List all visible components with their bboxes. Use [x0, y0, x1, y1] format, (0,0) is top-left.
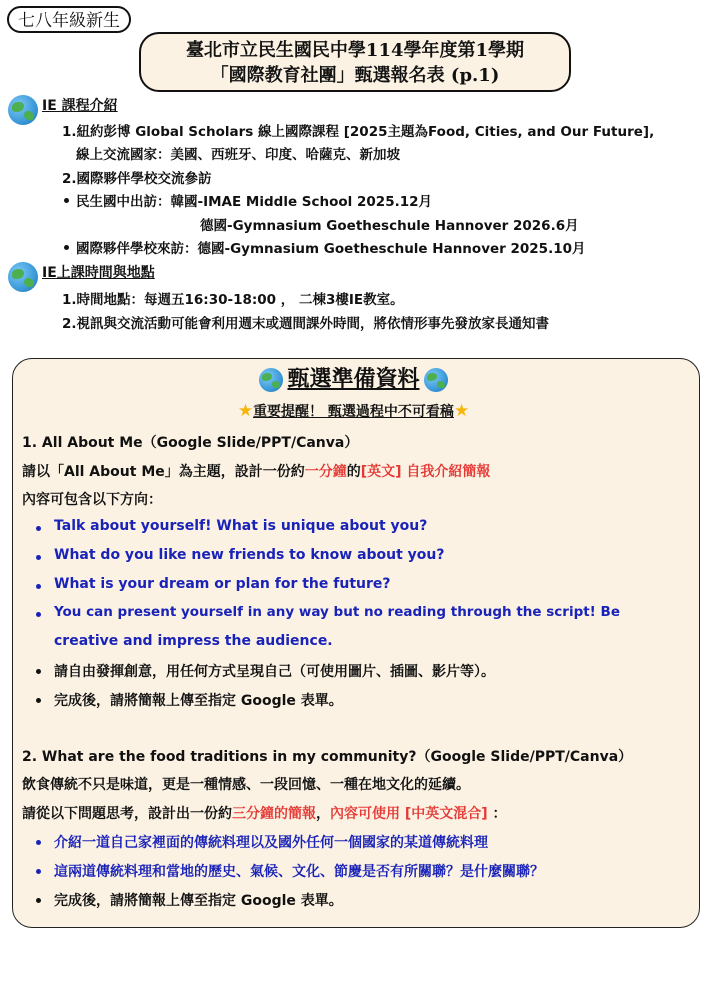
bullet	[36, 612, 41, 617]
task2-heading: 2. What are the food traditions in my community?（Google Slide/PPT/Canva）	[22, 749, 633, 765]
globe-icon	[8, 95, 38, 125]
bullet	[36, 840, 41, 845]
task2-line-1: 飲食傳統不只是味道，更是一種情感、一段回憶、一種在地文化的延續。	[22, 777, 470, 793]
task2-line-2	[22, 803, 507, 823]
bullet	[36, 669, 41, 674]
task1-direction: 內容可包含以下方向：	[22, 492, 162, 508]
star-icon: ★	[453, 401, 470, 421]
warning-text: 重要提醒！ 甄選過程中不可看稿	[253, 404, 454, 420]
task1-note-1: 請自由發揮創意，用任何方式呈現自己（可使用圖片、插圖、影片等）。	[54, 664, 495, 680]
globe-icon	[259, 368, 283, 392]
task1-note-2: 完成後，請將簡報上傳至指定 Google 表單。	[54, 693, 343, 709]
bullet	[36, 698, 41, 703]
task2-question-2: 這兩道傳統料理和當地的歷史、氣候、文化、節慶是否有所關聯？是什麼關聯？	[54, 864, 544, 880]
prep-title	[0, 362, 707, 393]
section-heading-ie-time-place: IE上課時間與地點	[42, 265, 155, 281]
course-item-1-line-1: 1.紐約彭博 Global Scholars 線上國際課程 [2025主題為Food, Cities, and Our Future],	[62, 124, 655, 140]
task2-line-2-text: 請從以下問題思考，設計出一份約	[22, 806, 232, 822]
task1-intro-text: 請以「All About Me」為主題，設計一份約	[22, 464, 305, 480]
prompt-3: What is your dream or plan for the future?	[54, 576, 391, 592]
title-line-2: 「國際教育社團」甄選報名表 (p.1)	[210, 65, 500, 86]
warning	[0, 401, 707, 421]
prompt-4-line-2: creative and impress the audience.	[54, 633, 333, 649]
prompt-4-line-1: You can present yourself in any way but no reading through the script! Be	[54, 604, 620, 620]
globe-icon	[424, 368, 448, 392]
prep-title-text: 甄選準備資料	[287, 366, 420, 392]
task1-format: [英文] 自我介紹簡報	[360, 464, 491, 480]
time-place-item-1: 1.時間地點：每週五16:30-18:00 ， 二棟3樓IE教室。	[62, 292, 404, 308]
title-line-1: 臺北市立民生國民中學114學年度第1學期	[185, 40, 525, 61]
bullet	[64, 198, 69, 203]
title-box	[139, 32, 571, 92]
bullet	[36, 584, 41, 589]
section-heading-ie-course: IE 課程介紹	[42, 98, 118, 114]
visit-in: 國際夥伴學校來訪：德國-Gymnasium Goetheschule Hannover 2025.10月	[76, 241, 586, 257]
task2-line-2-comma: ，	[316, 806, 330, 822]
bullet	[36, 898, 41, 903]
visit-out-line-1: 民生國中出訪：韓國-IMAE Middle School 2025.12月	[76, 194, 433, 210]
grade-tag: 七八年級新生	[7, 6, 131, 33]
task1-heading: 1. All About Me（Google Slide/PPT/Canva）	[22, 435, 359, 451]
prompt-1: Talk about yourself! What is unique about you?	[54, 518, 428, 534]
visit-out-line-2: 德國-Gymnasium Goetheschule Hannover 2026.6月	[200, 218, 579, 234]
bullet	[36, 526, 41, 531]
task2-language: 內容可使用 [中英文混合]	[330, 806, 488, 822]
task1-intro-connector: 的	[346, 464, 361, 480]
prompt-2: What do you like new friends to know about you?	[54, 547, 445, 563]
task2-duration: 三分鐘的簡報	[232, 806, 316, 822]
task1-duration: 一分鐘	[304, 464, 347, 480]
bullet	[36, 869, 41, 874]
bullet	[64, 245, 69, 250]
time-place-item-2: 2.視訊與交流活動可能會利用週末或週間課外時間，將依情形事先發放家長通知書	[62, 316, 550, 332]
task1-intro	[22, 461, 490, 481]
bullet	[36, 555, 41, 560]
globe-icon	[8, 262, 38, 292]
course-item-1-line-2: 線上交流國家：美國、西班牙、印度、哈薩克、新加坡	[76, 147, 400, 163]
task2-note: 完成後，請將簡報上傳至指定 Google 表單。	[54, 893, 343, 909]
course-item-2: 2.國際夥伴學校交流參訪	[62, 171, 212, 187]
star-icon: ★	[237, 401, 254, 421]
task2-question-1: 介紹一道自己家裡面的傳統料理以及國外任何一個國家的某道傳統料理	[54, 835, 488, 851]
task2-line-2-colon: ：	[487, 806, 507, 822]
